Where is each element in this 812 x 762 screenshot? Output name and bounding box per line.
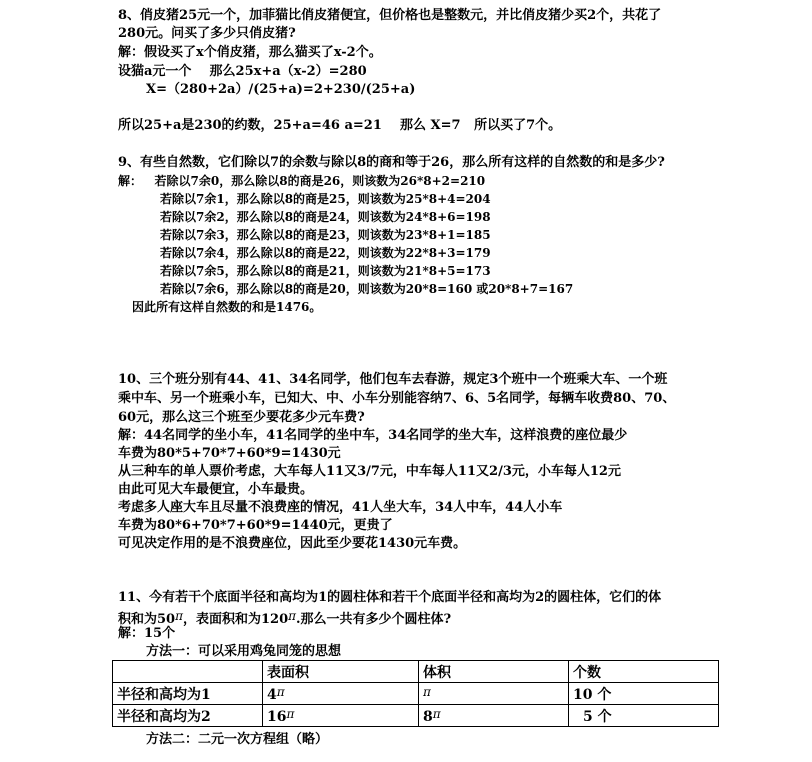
q11-method-2: 方法二：二元一次方程组（略）	[146, 732, 329, 747]
cylinder-table	[112, 660, 719, 727]
pi-symbol: π	[432, 706, 441, 721]
count-cell: 5 个	[569, 705, 719, 727]
q11-line-2c: .那么一共有多少个圆柱体?	[296, 612, 452, 627]
table-header-cell: 个数	[569, 661, 719, 683]
q8-line-2: 280元。问买了多少只俏皮猪?	[118, 26, 296, 41]
q8-line-6: 所以25+a是230的约数，25+a=46 a=21 那么 X=7 所以买了7个。	[118, 118, 562, 133]
q9-line-2: 解： 若除以7余0，那么除以8的商是26，则该数为26*8+2=210	[118, 174, 486, 188]
pi-symbol: π	[423, 684, 431, 699]
q11-answer: 解：15个	[118, 626, 176, 641]
q10-line-7: 由此可见大车最便宜，小车最贵。	[118, 482, 314, 497]
volume-value: 8	[423, 708, 433, 725]
q11-line-2	[118, 608, 451, 628]
q8-line-1: 8、俏皮猪25元一个，加菲猫比俏皮猪便宜，但价格也是整数元，并比俏皮猪少买2个，共花了	[118, 8, 662, 23]
surface-area-value: 4	[267, 686, 277, 703]
surface-area-cell	[263, 705, 419, 727]
row-label: 半径和高均为1	[113, 683, 263, 705]
q10-line-3: 60元，那么这三个班至少要花多少元车费?	[118, 410, 365, 425]
pi-symbol: π	[276, 684, 285, 699]
q8-line-3: 解：假设买了x个俏皮猪，那么猫买了x-2个。	[118, 45, 382, 60]
table-row	[113, 705, 719, 727]
q10-line-4: 解：44名同学的坐小车，41名同学的坐中车，34名同学的坐大车，这样浪费的座位最少	[118, 428, 628, 443]
q10-line-1: 10、三个班分别有44、41、34名同学，他们包车去春游，规定3个班中一个班乘大车、一个班	[118, 372, 668, 387]
q9-case: 若除以7余5，那么除以8的商是21，则该数为21*8+5=173	[160, 264, 491, 278]
q9-line-1: 9、有些自然数，它们除以7的余数与除以8的商和等于26，那么所有这样的自然数的和是多少?	[118, 155, 665, 170]
q9-conclusion: 因此所有这样自然数的和是1476。	[132, 300, 322, 314]
table-header-cell: 体积	[419, 661, 569, 683]
volume-cell	[419, 705, 569, 727]
pi-symbol: π	[286, 706, 295, 721]
count-cell: 10 个	[569, 683, 719, 705]
q8-line-4: 设猫a元一个 那么25x+a（x-2）=280	[118, 64, 367, 79]
q10-line-9: 车费为80*6+70*7+60*9=1440元，更贵了	[118, 518, 393, 533]
q9-case: 若除以7余3，那么除以8的商是23，则该数为23*8+1=185	[160, 228, 491, 242]
pi-symbol: π	[288, 609, 297, 623]
q10-line-10: 可见决定作用的是不浪费座位，因此至少要花1430元车费。	[118, 536, 467, 551]
q11-line-1: 11、今有若干个底面半径和高均为1的圆柱体和若干个底面半径和高均为2的圆柱体，它们的体	[118, 590, 662, 605]
row-label: 半径和高均为2	[113, 705, 263, 727]
q10-line-2: 乘中车、另一个班乘小车，已知大、中、小车分别能容纳7、6、5名同学，每辆车收费80、70、	[118, 391, 676, 406]
pi-symbol: π	[175, 609, 183, 623]
table-header-cell: 表面积	[263, 661, 419, 683]
q9-case: 若除以7余2，那么除以8的商是24，则该数为24*8+6=198	[160, 210, 491, 224]
q11-method-1: 方法一：可以采用鸡兔同笼的思想	[146, 644, 342, 659]
q8-line-5: X=（280+2a）/(25+a)=2+230/(25+a)	[146, 82, 416, 97]
q11-line-2a: 积和为50	[118, 612, 176, 627]
q11-line-2b: ，表面积和为120	[182, 612, 289, 627]
table-header-cell	[113, 661, 263, 683]
q9-case: 若除以7余6，那么除以8的商是20，则该数为20*8=160 或20*8+7=167	[160, 282, 574, 296]
q9-case: 若除以7余4，那么除以8的商是22，则该数为22*8+3=179	[160, 246, 491, 260]
q10-line-6: 从三种车的单人票价考虑，大车每人11又3/7元，中车每人11又2/3元，小车每人12元	[118, 464, 621, 479]
surface-area-value: 16	[267, 708, 287, 725]
surface-area-cell	[263, 683, 419, 705]
volume-cell	[419, 683, 569, 705]
q10-line-5: 车费为80*5+70*7+60*9=1430元	[118, 446, 341, 461]
q9-case: 若除以7余1，那么除以8的商是25，则该数为25*8+4=204	[160, 192, 491, 206]
table-row	[113, 683, 719, 705]
q10-line-8: 考虑多人座大车且尽量不浪费座的情况，41人坐大车，34人中车，44人小车	[118, 500, 563, 515]
table-header-row	[113, 661, 719, 683]
